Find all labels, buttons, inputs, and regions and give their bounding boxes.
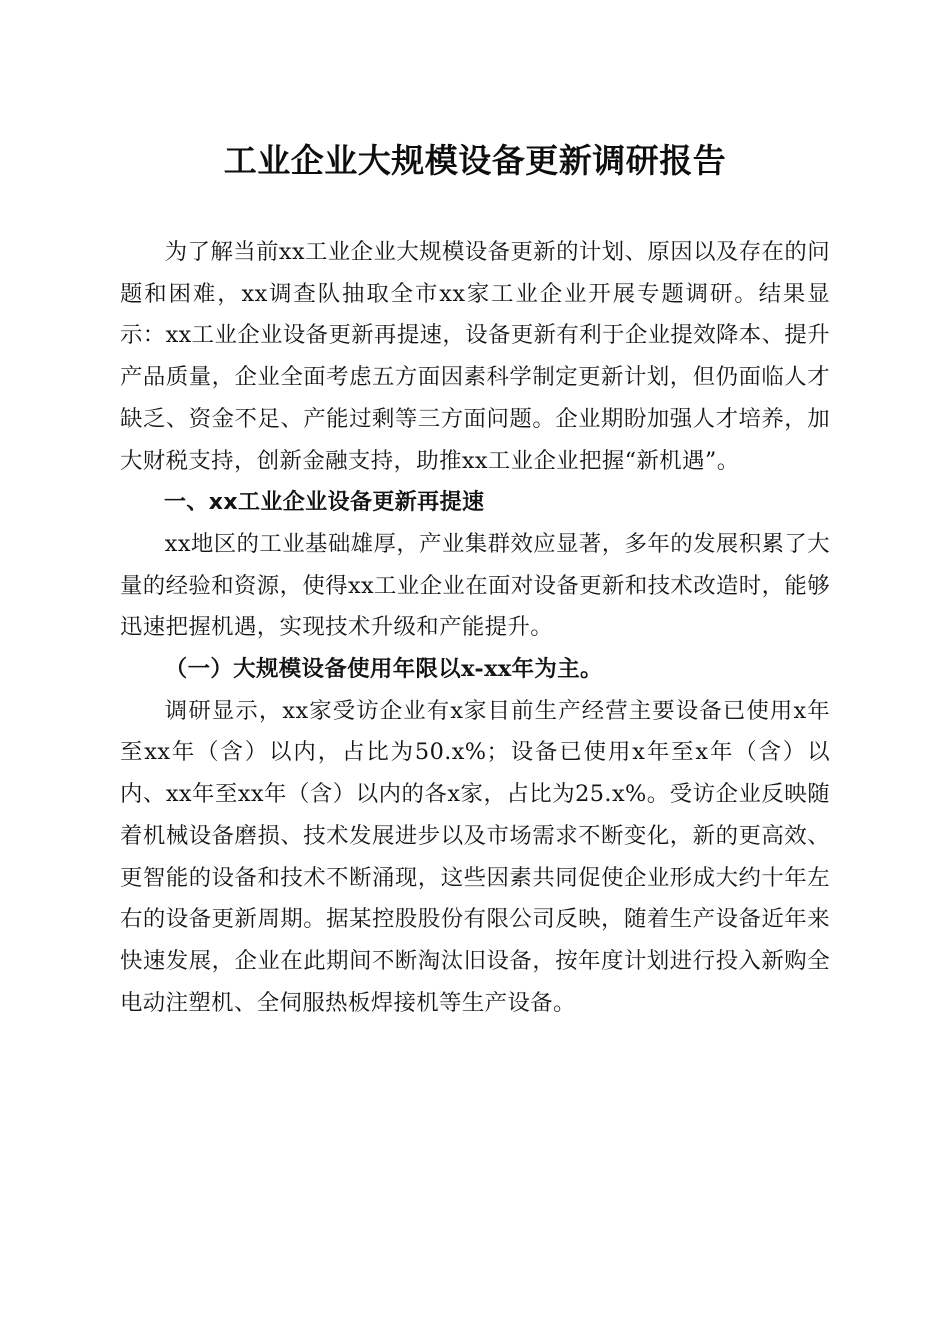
section-heading-1: 一、xx工业企业设备更新再提速 (164, 490, 485, 516)
subsection-heading-1: （一）大规模设备使用年限以x-xx年为主。 (164, 656, 603, 683)
document-title: 工业企业大规模设备更新调研报告 (223, 141, 727, 180)
subsection-1-paragraph: 调研显示，xx家受访企业有x家目前生产经营主要设备已使用x年至xx年（含）以内，占比为50.x%；设备已使用x年至x年（含）以内、xx年至xx年（含）以内的各x家，占比为25.x%。受访企业反映随着机械设备磨损、技术发展进步以及市场需求不断变化，新的更高效、更智能的设备和技术不断涌现，这些因素共同促使企业形成大约十年左右的设备更新周期。据某控股股份有限公司反映，随着生产设备近年来快速发展，企业在此期间不断淘汰旧设备，按年度计划进行投入新购全电动注塑机、全伺服热板焊接机等生产设备。 (120, 697, 830, 1016)
section-1-paragraph: xx地区的工业基础雄厚，产业集群效应显著，多年的发展积累了大量的经验和资源，使得xx工业企业在面对设备更新和技术改造时，能够迅速把握机遇，实现技术升级和产能提升。 (120, 530, 830, 641)
document-body (120, 232, 830, 1024)
intro-paragraph: 为了解当前xx工业企业大规模设备更新的计划、原因以及存在的问题和困难，xx调查队抽取全市xx家工业企业开展专题调研。结果显示：xx工业企业设备更新再提速，设备更新有利于企业提效降本、提升产品质量，企业全面考虑五方面因素科学制定更新计划，但仍面临人才缺乏、资金不足、产能过剩等三方面问题。企业期盼加强人才培养，加大财税支持，创新金融支持，助推xx工业企业把握“新机遇”。 (120, 239, 830, 474)
